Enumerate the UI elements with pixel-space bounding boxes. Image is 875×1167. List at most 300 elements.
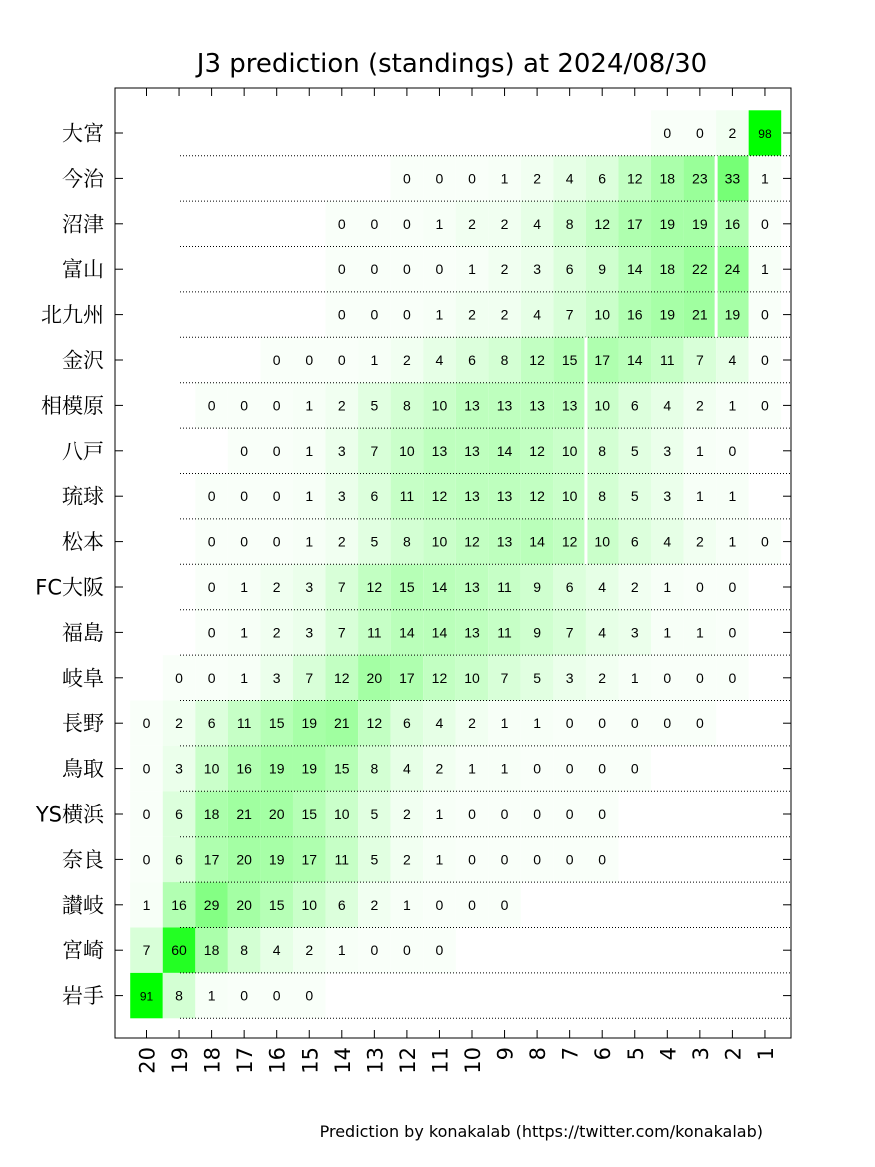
cell-value: 0: [272, 442, 281, 459]
cell-value: 0: [240, 442, 249, 459]
cell-value: 0: [728, 624, 737, 641]
cell-value: 2: [403, 851, 411, 868]
cell-value: 13: [464, 579, 480, 595]
cell-value: 10: [431, 533, 448, 550]
cell-value: 0: [207, 579, 216, 595]
cell-value: 11: [399, 488, 415, 505]
team-label: 大宮: [62, 121, 104, 146]
cell-value: 16: [724, 215, 741, 232]
x-tick-label: 19: [168, 1047, 193, 1074]
cell-value: 0: [695, 669, 704, 686]
cell-value: 0: [630, 760, 639, 777]
cell-value: 11: [367, 624, 382, 641]
cell-value: 7: [142, 942, 151, 959]
cell-value: 10: [561, 488, 578, 505]
cell-value: 17: [626, 215, 643, 232]
cell-value: 60: [171, 942, 187, 959]
cell-value: 2: [695, 533, 704, 550]
cell-value: 0: [500, 806, 509, 822]
cell-value: 12: [334, 669, 350, 686]
cell-value: 24: [724, 261, 741, 278]
x-tick-label: 8: [526, 1047, 551, 1061]
cell-value: 1: [630, 669, 639, 686]
cell-value: 0: [403, 942, 411, 959]
cell-value: 11: [334, 851, 350, 868]
y-axis-team-labels: [35, 122, 105, 1009]
cell-value: 0: [337, 215, 346, 232]
x-tick-label: 10: [461, 1047, 485, 1074]
cell-value: 23: [692, 170, 708, 187]
cell-value: 1: [240, 579, 249, 595]
cell-value: 0: [728, 669, 737, 686]
cell-value: 7: [565, 624, 574, 641]
cell-value: 1: [500, 715, 509, 732]
cell-value: 4: [728, 352, 737, 368]
x-tick-label: 18: [200, 1047, 225, 1074]
cell-value: 1: [142, 896, 151, 913]
cell-value: 10: [334, 806, 350, 822]
cell-value: 1: [403, 896, 411, 913]
cell-value: 12: [431, 669, 448, 686]
cell-value: 21: [692, 306, 708, 323]
cell-value: 1: [435, 806, 444, 822]
cell-value: 2: [468, 715, 476, 732]
team-label: 松本: [62, 530, 104, 555]
cell-value: 2: [403, 352, 411, 368]
cell-value: 18: [203, 806, 220, 822]
x-tick-label: 16: [265, 1047, 290, 1074]
cell-value: 14: [431, 579, 448, 595]
cell-value: 0: [435, 896, 444, 913]
cell-value: 19: [301, 715, 318, 732]
cell-value: 2: [435, 760, 444, 777]
cell-value: 0: [370, 942, 379, 959]
cell-value: 2: [175, 715, 183, 732]
cell-value: 8: [598, 442, 607, 459]
cell-value: 3: [630, 624, 639, 641]
team-label: 富山: [62, 257, 104, 282]
cell-value: 6: [598, 170, 607, 187]
cell-value: 7: [565, 306, 574, 323]
cell-value: 2: [630, 579, 639, 595]
cell-value: 4: [598, 579, 607, 595]
cell-value: 10: [399, 442, 415, 459]
cell-value: 1: [337, 942, 346, 959]
cell-value: 9: [533, 624, 541, 641]
team-label: 福島: [62, 620, 104, 645]
cell-value: 6: [175, 851, 183, 868]
cell-value: 18: [659, 261, 676, 278]
cell-value: 10: [301, 896, 318, 913]
cell-value: 4: [435, 352, 444, 368]
cell-value: 33: [724, 170, 741, 187]
x-tick-label: 6: [591, 1047, 616, 1061]
cell-value: 7: [337, 579, 346, 595]
cell-value: 0: [272, 987, 281, 1004]
cell-value: 16: [236, 760, 252, 777]
cell-value: 4: [272, 942, 281, 959]
cell-value: 1: [305, 488, 314, 505]
cell-value: 12: [366, 715, 383, 732]
cell-value: 3: [305, 579, 314, 595]
cell-value: 0: [142, 715, 151, 732]
x-tick-label: 11: [428, 1047, 453, 1074]
cell-value: 5: [630, 442, 639, 459]
cell-value: 0: [207, 624, 216, 641]
cell-value: 0: [403, 215, 411, 232]
cell-value: 7: [337, 624, 346, 641]
cell-value: 3: [565, 669, 574, 686]
cell-value: 10: [594, 533, 610, 550]
cell-value: 7: [500, 669, 509, 686]
cell-value: 9: [533, 579, 541, 595]
cell-value: 15: [301, 806, 318, 822]
cell-value: 10: [561, 442, 578, 459]
cell-value: 3: [663, 442, 672, 459]
cell-value: 1: [695, 442, 704, 459]
x-tick-label: 5: [623, 1047, 648, 1061]
credit-text: Prediction by konakalab (https://twitter.com/konakalab): [319, 1122, 763, 1141]
cell-value: 10: [464, 669, 480, 686]
team-label: 琉球: [62, 484, 104, 509]
cell-value: 3: [272, 669, 281, 686]
cell-value: 11: [497, 624, 512, 641]
cell-value: 14: [399, 624, 415, 641]
cell-value: 98: [758, 127, 772, 141]
cell-value: 5: [370, 397, 379, 414]
team-label: 今治: [62, 166, 104, 191]
cell-value: 2: [370, 896, 379, 913]
x-tick-label: 3: [688, 1047, 713, 1061]
cell-value: 0: [175, 669, 183, 686]
cell-value: 13: [496, 488, 513, 505]
cell-value: 0: [500, 851, 509, 868]
cell-value: 19: [659, 306, 676, 323]
cell-value: 0: [305, 352, 314, 368]
cell-value: 7: [695, 352, 704, 368]
cell-value: 15: [399, 579, 415, 595]
cell-value: 1: [663, 579, 672, 595]
cell-value: 1: [305, 533, 314, 550]
cell-value: 6: [403, 715, 411, 732]
cell-value: 4: [403, 760, 411, 777]
team-label: FC大阪: [35, 575, 104, 600]
cell-value: 4: [435, 715, 444, 732]
x-tick-label: 17: [233, 1047, 258, 1074]
heatmap-cells: [130, 110, 781, 1018]
cell-value: 21: [334, 715, 350, 732]
cell-value: 15: [268, 896, 285, 913]
cell-value: 2: [337, 397, 346, 414]
team-label: 長野: [62, 711, 104, 736]
cell-value: 1: [761, 170, 769, 187]
cell-value: 1: [435, 215, 444, 232]
cell-value: 4: [598, 624, 607, 641]
cell-value: 6: [565, 579, 574, 595]
cell-value: 15: [268, 715, 285, 732]
cell-value: 2: [337, 533, 346, 550]
cell-value: 2: [598, 669, 607, 686]
cell-value: 0: [761, 215, 769, 232]
cell-value: 10: [594, 397, 610, 414]
cell-value: 0: [240, 987, 249, 1004]
cell-value: 11: [236, 715, 252, 732]
cell-value: 0: [565, 806, 574, 822]
cell-value: 22: [692, 261, 708, 278]
cell-value: 0: [565, 715, 574, 732]
cell-value: 4: [533, 215, 541, 232]
cell-value: 18: [203, 942, 220, 959]
cell-value: 20: [236, 896, 252, 913]
cell-value: 2: [403, 806, 411, 822]
cell-value: 0: [468, 806, 476, 822]
team-label: 北九州: [41, 303, 104, 328]
cell-value: 0: [370, 261, 379, 278]
cell-value: 17: [203, 851, 220, 868]
cell-value: 91: [139, 989, 154, 1004]
cell-value: 11: [660, 352, 675, 368]
cell-value: 13: [496, 397, 513, 414]
cell-value: 12: [464, 533, 480, 550]
cell-value: 19: [724, 306, 741, 323]
cell-value: 0: [207, 533, 216, 550]
cell-value: 1: [728, 533, 737, 550]
cell-value: 1: [305, 442, 314, 459]
cell-value: 0: [761, 306, 769, 323]
cell-value: 5: [533, 669, 541, 686]
cell-value: 3: [533, 261, 541, 278]
cell-value: 1: [240, 624, 249, 641]
team-label: 相模原: [41, 393, 104, 418]
cell-value: 17: [301, 851, 318, 868]
cell-value: 8: [240, 942, 249, 959]
cell-value: 0: [695, 579, 704, 595]
cell-value: 12: [529, 488, 545, 505]
cell-value: 13: [464, 397, 480, 414]
cell-value: 1: [695, 488, 704, 505]
team-label: 奈良: [62, 847, 104, 872]
x-tick-label: 2: [721, 1047, 746, 1061]
cell-value: 6: [468, 352, 476, 368]
cell-value: 0: [207, 488, 216, 505]
cell-value: 0: [240, 488, 249, 505]
cell-value: 29: [203, 896, 220, 913]
cell-value: 6: [565, 261, 574, 278]
cell-value: 1: [500, 170, 509, 187]
cell-value: 20: [366, 669, 383, 686]
cell-value: 1: [728, 397, 737, 414]
cell-value: 19: [301, 760, 318, 777]
cell-value: 15: [334, 760, 350, 777]
cell-value: 3: [337, 442, 346, 459]
cell-value: 6: [175, 806, 183, 822]
team-label: 金沢: [62, 348, 104, 373]
cell-value: 12: [529, 352, 545, 368]
cell-value: 0: [533, 851, 541, 868]
cell-value: 3: [337, 488, 346, 505]
team-label: 岐阜: [62, 666, 104, 691]
x-tick-label: 7: [558, 1047, 583, 1061]
cell-value: 0: [370, 306, 379, 323]
cell-value: 0: [630, 715, 639, 732]
cell-value: 13: [464, 488, 480, 505]
cell-value: 0: [598, 806, 607, 822]
cell-value: 2: [533, 170, 541, 187]
cell-value: 0: [337, 306, 346, 323]
cell-value: 8: [565, 215, 574, 232]
cell-value: 0: [370, 215, 379, 232]
cell-value: 3: [663, 488, 672, 505]
cell-value: 0: [337, 261, 346, 278]
cell-value: 5: [370, 851, 379, 868]
cell-value: 0: [468, 170, 476, 187]
cell-value: 5: [370, 533, 379, 550]
cell-value: 4: [533, 306, 541, 323]
cell-value: 13: [431, 442, 448, 459]
cell-value: 20: [268, 806, 285, 822]
team-label: 八戸: [62, 439, 104, 464]
cell-value: 0: [240, 533, 249, 550]
cell-value: 1: [370, 352, 379, 368]
cell-value: 12: [626, 170, 643, 187]
cell-value: 0: [695, 715, 704, 732]
cell-value: 13: [464, 624, 480, 641]
cell-value: 1: [435, 851, 444, 868]
cell-value: 12: [561, 533, 578, 550]
cell-value: 18: [659, 170, 676, 187]
cell-value: 6: [630, 533, 639, 550]
cell-value: 4: [663, 533, 672, 550]
cell-value: 2: [305, 942, 314, 959]
cell-value: 2: [728, 125, 737, 141]
cell-value: 1: [695, 624, 704, 641]
cell-value: 2: [272, 624, 281, 641]
chart-title: J3 prediction (standings) at 2024/08/30: [196, 49, 708, 79]
cell-value: 0: [565, 760, 574, 777]
cell-value: 13: [561, 397, 578, 414]
x-tick-label: 9: [493, 1047, 518, 1061]
cell-value: 6: [630, 397, 639, 414]
team-label: 讃岐: [62, 893, 104, 918]
x-tick-label: 1: [753, 1047, 778, 1061]
cell-value: 2: [695, 397, 704, 414]
cell-value: 6: [207, 715, 216, 732]
cell-value: 14: [496, 442, 513, 459]
cell-value: 2: [500, 261, 509, 278]
cell-value: 0: [500, 896, 509, 913]
cell-value: 1: [435, 306, 444, 323]
cell-value: 12: [529, 442, 545, 459]
cell-value: 0: [761, 397, 769, 414]
cell-value: 11: [497, 579, 512, 595]
x-tick-label: 15: [298, 1047, 323, 1074]
cell-value: 3: [305, 624, 314, 641]
cell-value: 0: [533, 806, 541, 822]
cell-value: 5: [370, 806, 379, 822]
cell-value: 0: [468, 896, 476, 913]
cell-value: 0: [272, 352, 281, 368]
team-label: 岩手: [62, 984, 104, 1009]
x-tick-label: 20: [135, 1047, 160, 1074]
cell-value: 0: [403, 170, 411, 187]
cell-value: 13: [529, 397, 545, 414]
cell-value: 8: [403, 397, 411, 414]
cell-value: 0: [565, 851, 574, 868]
cell-value: 6: [370, 488, 379, 505]
cell-value: 0: [598, 715, 607, 732]
cell-value: 1: [305, 397, 314, 414]
cell-value: 1: [207, 987, 216, 1004]
cell-value: 7: [370, 442, 379, 459]
cell-value: 0: [305, 987, 314, 1004]
cell-value: 14: [626, 352, 643, 368]
team-label: 鳥取: [62, 757, 104, 782]
cell-value: 17: [594, 352, 610, 368]
cell-value: 4: [663, 397, 672, 414]
team-label: 宮崎: [62, 938, 104, 963]
cell-value: 0: [403, 261, 411, 278]
cell-value: 14: [529, 533, 545, 550]
cell-value: 0: [207, 397, 216, 414]
cell-value: 13: [464, 442, 480, 459]
cell-value: 0: [142, 806, 151, 822]
cell-value: 16: [626, 306, 643, 323]
cell-value: 19: [659, 215, 676, 232]
cell-value: 3: [175, 760, 183, 777]
cell-value: 16: [171, 896, 187, 913]
x-tick-label: 4: [656, 1047, 681, 1061]
cell-value: 13: [496, 533, 513, 550]
team-label: YS横浜: [35, 802, 104, 827]
cell-value: 7: [305, 669, 314, 686]
x-tick-label: 12: [395, 1047, 420, 1074]
cell-value: 1: [533, 715, 541, 732]
cell-value: 14: [626, 261, 643, 278]
cell-value: 0: [533, 760, 541, 777]
cell-value: 8: [598, 488, 607, 505]
cell-value: 0: [435, 942, 444, 959]
cell-value: 0: [272, 488, 281, 505]
cell-value: 1: [728, 488, 737, 505]
cell-value: 10: [203, 760, 220, 777]
x-axis-rank-labels: [136, 1047, 778, 1074]
cell-value: 6: [337, 896, 346, 913]
cell-value: 1: [761, 261, 769, 278]
cell-value: 8: [175, 987, 183, 1004]
cell-value: 0: [663, 715, 672, 732]
cell-value: 0: [142, 851, 151, 868]
cell-value: 1: [468, 760, 476, 777]
cell-value: 0: [761, 533, 769, 550]
cell-value: 0: [272, 397, 281, 414]
cell-value: 0: [598, 851, 607, 868]
cell-value: 0: [337, 352, 346, 368]
cell-value: 0: [435, 261, 444, 278]
cell-value: 2: [468, 306, 476, 323]
cell-value: 12: [366, 579, 383, 595]
cell-value: 8: [500, 352, 509, 368]
cell-value: 0: [240, 397, 249, 414]
cell-value: 0: [728, 442, 737, 459]
cell-value: 0: [468, 851, 476, 868]
cell-value: 0: [207, 669, 216, 686]
cell-value: 19: [692, 215, 708, 232]
cell-value: 14: [431, 624, 448, 641]
cell-value: 10: [594, 306, 610, 323]
cell-value: 1: [468, 261, 476, 278]
x-tick-label: 13: [363, 1047, 388, 1074]
cell-value: 19: [268, 851, 285, 868]
